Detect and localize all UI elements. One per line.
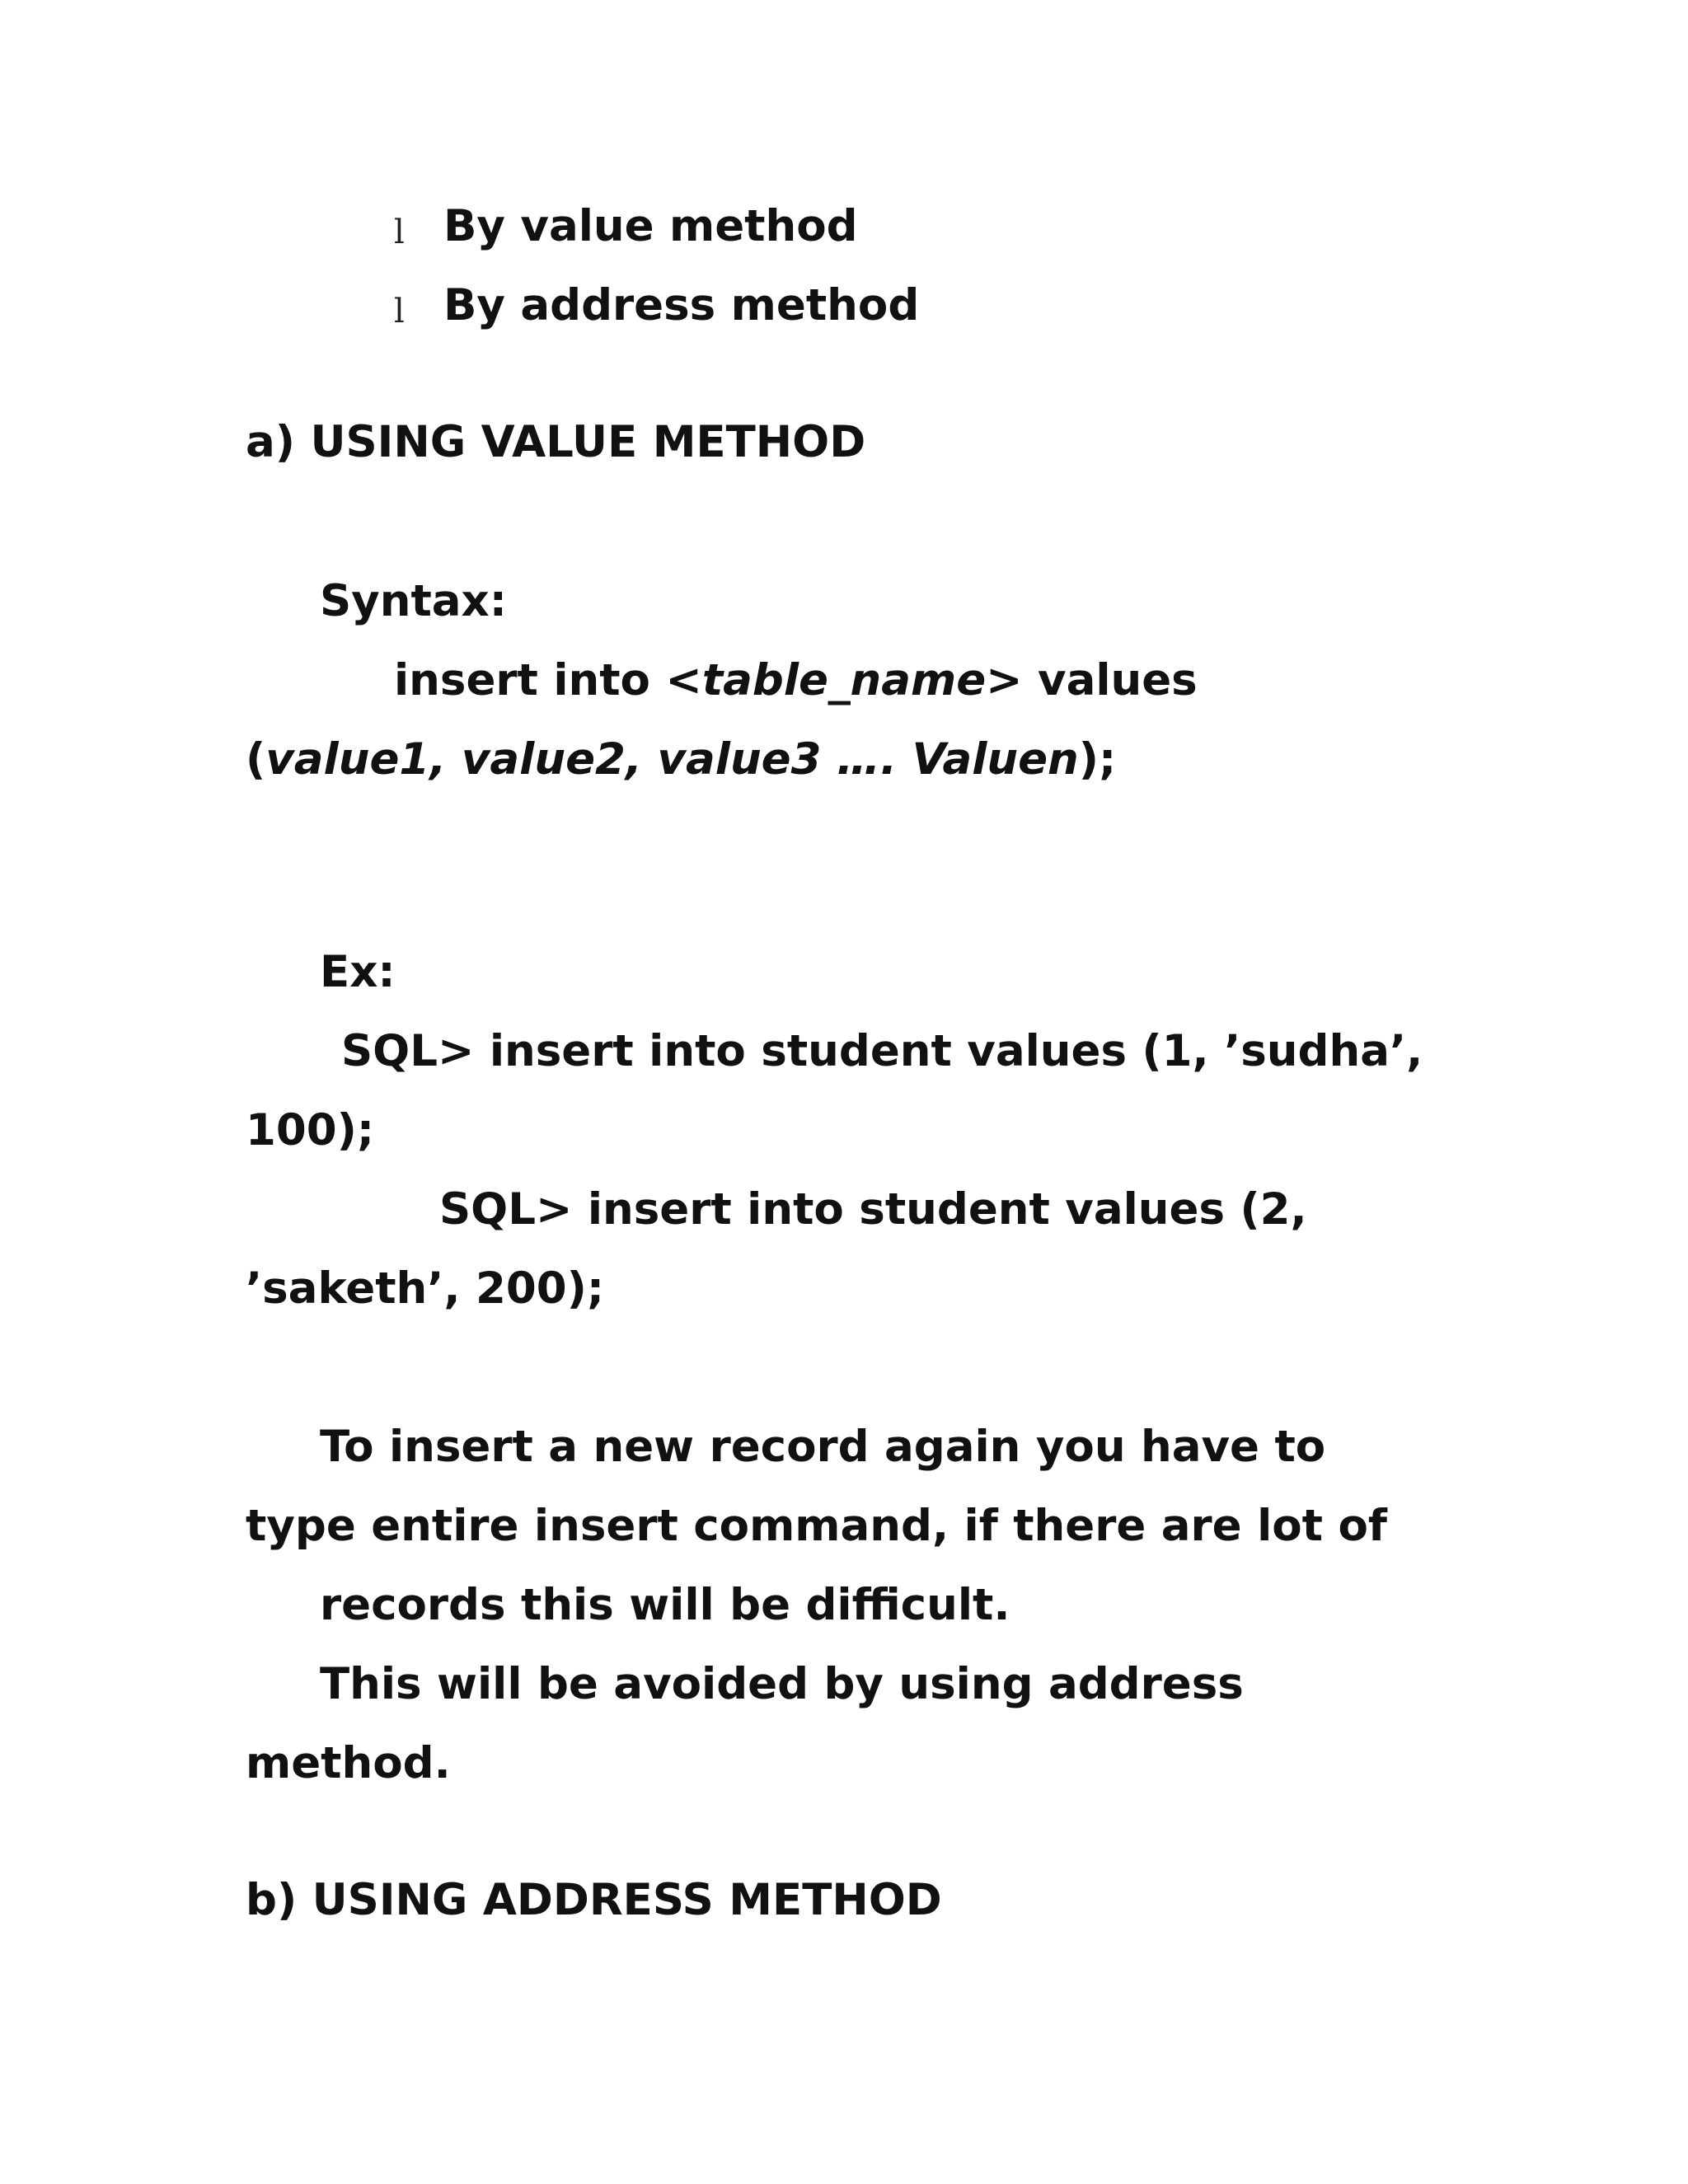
section-a-heading: a) USING VALUE METHOD	[246, 417, 866, 467]
syntax-line-2	[246, 734, 1117, 785]
paragraph-1-line-3: records this will be difficult.	[320, 1580, 1010, 1630]
example-1-line-1: SQL> insert into student values (1, ’sudha’,	[341, 1026, 1423, 1076]
paragraph-2-line-2: method.	[246, 1738, 451, 1788]
syntax-open-paren: (	[246, 734, 266, 785]
syntax-label: Syntax:	[320, 576, 507, 626]
section-b-heading: b) USING ADDRESS METHOD	[246, 1875, 942, 1925]
syntax-line-1	[394, 655, 1198, 705]
bullet-marker: l	[394, 213, 405, 251]
syntax-values: value1, value2, value3 …. Valuen	[265, 734, 1079, 785]
example-label: Ex:	[320, 947, 396, 997]
example-2-line-1: SQL> insert into student values (2,	[439, 1184, 1307, 1235]
bullet-item-by-value: By value method	[443, 201, 858, 251]
syntax-table-name: table_name	[701, 655, 987, 705]
paragraph-1-line-2: type entire insert command, if there are lot of	[246, 1501, 1387, 1551]
syntax-close-paren: );	[1078, 734, 1117, 785]
example-1-line-2: 100);	[246, 1105, 375, 1155]
bullet-marker: l	[394, 293, 405, 330]
syntax-suffix: > values	[986, 655, 1198, 705]
paragraph-2-line-1: This will be avoided by using address	[320, 1659, 1244, 1709]
bullet-item-by-address: By address method	[443, 280, 920, 330]
example-2-line-2: ’saketh’, 200);	[246, 1263, 605, 1314]
syntax-prefix: insert into <	[394, 655, 702, 705]
paragraph-1-line-1: To insert a new record again you have to	[320, 1422, 1326, 1472]
